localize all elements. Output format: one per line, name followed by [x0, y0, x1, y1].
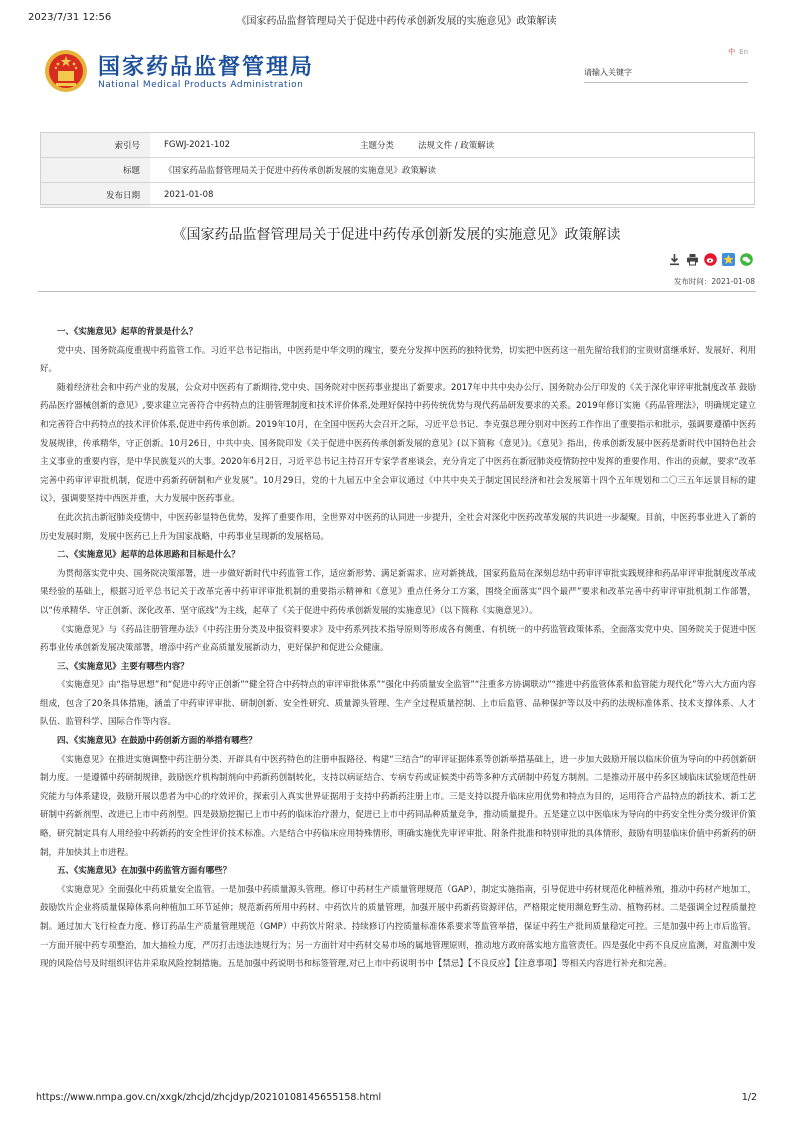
section-heading: 四、《实施意见》在鼓励中药创新方面的举措有哪些？ [57, 736, 257, 747]
page-url: https://www.nmpa.gov.cn/xxgk/zhcjd/zhcjdyp/20210108145655158.html [36, 1092, 382, 1103]
section-heading: 二、《实施意见》起草的总体思路和目标是什么？ [57, 550, 240, 561]
qzone-share-icon[interactable] [722, 253, 735, 266]
paragraph: 党中央、国务院高度重视中药监管工作。习近平总书记指出，中医药是中华文明的瑰宝，要充分发挥中医药的独特优势，切实把中医药这一祖先留给我们的宝贵财富继承好、发展好、利用好。 [40, 345, 756, 375]
section-heading: 三、《实施意见》主要有哪些内容？ [57, 661, 189, 672]
category-label: 主题分类 [334, 133, 404, 158]
site-name-cn[interactable]: 国家药品监督管理局 [98, 55, 315, 80]
print-page-title: 《国家药品监督管理局关于促进中药传承创新发展的实施意见》政策解读 [236, 16, 557, 27]
article-title: 《国家药品监督管理局关于促进中药传承创新发展的实施意见》政策解读 [172, 227, 621, 243]
category-value: 法规文件 / 政策解读 [404, 133, 755, 158]
lang-en-link[interactable]: En [739, 48, 748, 56]
wechat-share-icon[interactable] [740, 253, 753, 266]
table-row [40, 158, 755, 183]
print-icon[interactable] [686, 253, 699, 266]
table-row [40, 183, 755, 208]
date-label: 发布日期 [40, 183, 150, 208]
article-body [40, 323, 756, 974]
national-emblem-icon[interactable] [44, 49, 88, 93]
title-value: 《国家药品监督管理局关于促进中药传承创新发展的实施意见》政策解读 [150, 158, 755, 183]
index-value: FGWJ-2021-102 [150, 133, 334, 158]
paragraph: 在此次抗击新冠肺炎疫情中，中医药彰显特色优势，发挥了重要作用，全世界对中医药的认同进一步提升，全社会对深化中医药改革发展的共识进一步凝聚。目前，中医药事业进入了新的历史发展时期，发展中医药已上升为国家战略，中药事业呈现新的发展格局。 [40, 512, 756, 542]
index-label: 索引号 [40, 133, 150, 158]
paragraph: 《实施意见》全面强化中药质量安全监管。一是加强中药质量源头管理。修订中药材生产质量管理规范（GAP），制定实施指南，引导促进中药材规范化种植养殖，推动中药材产地加工，鼓励饮片企业将质量保障体系向种植加工环节延伸；规范新药所用中药材、中药饮片的质量管理，加强开展中药新药资源评估，严格限定使用濒危野生动、植物药材。二是强调全过程质量控制。通过加大飞行检查力度、修订药品生产质量管理规范（GMP）中药饮片附录、持续修订内控质量标准体系要求等监管举措，保证中药生产批间质量稳定可控。三是加强中药上市后监管。一方面开展中药专项整治，加大抽检力度，严厉打击违法违规行为；另一方面针对中药材交易市场的属地管理原则，推动地方政府落实地方监管责任。四是强化中药不良反应监测，对监测中发现的风险信号及时组织评估并采取风险控制措施。五是加强中药说明书和标签管理,对已上市中药说明书中【禁忌】【不良反应】【注意事项】等相关内容进行补充和完善。 [40, 884, 756, 970]
article-tools [668, 252, 753, 266]
page-number: 1/2 [741, 1092, 757, 1103]
divider [38, 291, 756, 292]
metadata-table [40, 132, 755, 208]
publish-time: 发布时间：2021-01-08 [673, 277, 755, 286]
lang-cn-link[interactable]: 中 [728, 48, 736, 56]
paragraph: 《实施意见》在推进实施调整中药注册分类、开辟具有中医药特色的注册申报路径、构建“三结合”的审评证据体系等创新举措基础上，进一步加大鼓励开展以临床价值为导向的中药创新研制力度。一是遵循中药研制规律，鼓励医疗机构制剂向中药新药创制转化，支持以病证结合、专病专药或证候类中药等多种方式研制中药复方制剂。二是推动开展中药多区域临床试验规范性研究能力与体系建设，鼓励开展以患者为中心的疗效评价，探索引入真实世界证据用于支持中药新药注册上市。三是支持以提升临床应用优势和特点为目的，运用符合产品特点的新技术、新工艺研制中药新剂型、改进已上市中药剂型。四是鼓励挖掘已上市中药的临床治疗潜力，促进已上市中药同品种质量竞争，推动质量提升。五是建立以中医临床为导向的中药安全性分类分级评价策略，研究制定具有人用经验中药新药的安全性评价技术标准。六是结合中药临床应用特殊情形，明确实施优先审评审批、附条件批准和特别审批的具体情形，鼓励有明显临床价值中药新药的研制，并加快其上市进程。 [40, 754, 756, 858]
site-name-en: National Medical Products Administration [98, 80, 304, 90]
print-header [0, 0, 793, 40]
weibo-share-icon[interactable] [704, 253, 717, 266]
section-heading: 一、《实施意见》起草的背景是什么？ [57, 327, 198, 337]
site-header [38, 42, 756, 112]
table-row [40, 133, 755, 158]
paragraph: 随着经济社会和中药产业的发展，公众对中医药有了新期待,党中央、国务院对中医药事业提出了新要求。2017年中共中央办公厅、国务院办公厅印发的《关于深化审评审批制度改革 鼓励药品医疗器械创新的意见》,要求建立完善符合中药特点的注册管理制度和技术评价体系,处理好保持中药传统优势与现代药品研发要求的关系。2019年修订实施《药品管理法》，明确规定建立和完善符合中药特点的技术评价体系,促进中药传承创新。2019年10月，在全国中医药大会召开之际，习近平总书记、李克强总理分别对中医药工作作出了重要指示和批示，强调要遵循中医药发展规律，传承精华，守正创新。10月26日，中共中央、国务院印发《关于促进中医药传承创新发展的意见》(以下简称《意见》)。《意见》指出，传承创新发展中医药是新时代中国特色社会主义事业的重要内容，是中华民族复兴的大事。2020年6月2日，习近平总书记主持召开专家学者座谈会，充分肯定了中医药在新冠肺炎疫情防控中发挥的重要作用、作出的贡献，要求“改革完善中药审评审批机制，促进中药新药研制和产业发展”。10月29日，党的十九届五中全会审议通过《中共中央关于制定国民经济和社会发展第十四个五年规划和二〇三五年远景目标的建议》，强调要坚持中西医并重，大力发展中医药事业。 [40, 382, 756, 505]
print-datetime: 2023/7/31 12:56 [28, 12, 112, 23]
paragraph: 《实施意见》与《药品注册管理办法》《中药注册分类及申报资料要求》及中药系列技术指导原则等形成各有侧重、有机统一的中药监管政策体系，全面落实党中央、国务院关于促进中医药事业传承创新发展决策部署，增添中药产业高质量发展新动力，更好保护和促进公众健康。 [40, 624, 756, 654]
download-icon[interactable] [668, 253, 681, 266]
paragraph: 《实施意见》由“指导思想”和“促进中药守正创新”“健全符合中药特点的审评审批体系”“强化中药质量安全监管”“注重多方协调联动”“推进中药监管体系和监管能力现代化”等六大方面内容组成，包含了20条具体措施，涵盖了中药审评审批、研制创新、安全性研究、质量源头管理、生产全过程质量控制、上市后监管、品种保护等以及中药的法规标准体系、技术支撑体系、人才队伍、监管科学、国际合作等内容。 [40, 680, 756, 728]
search-input[interactable]: 请输入关键字 [584, 64, 748, 83]
language-switch [724, 47, 748, 57]
date-value: 2021-01-08 [150, 183, 755, 208]
title-label: 标题 [40, 158, 150, 183]
section-heading: 五、《实施意见》在加强中药监管方面有哪些？ [57, 866, 232, 877]
paragraph: 为贯彻落实党中央、国务院决策部署，进一步做好新时代中药监管工作，适应新形势、满足新需求、应对新挑战，国家药监局在深刻总结中药审评审批实践规律和药品审评审批制度改革成果经验的基础上，根据习近平总书记关于改革完善中药审评审批机制的重要指示精神和《意见》重点任务分工方案，围绕全面落实“四个最严”要求和改革完善中药审评审批机制工作部署，以“传承精华、守正创新、深化改革、坚守底线”为主线，起草了《关于促进中药传承创新发展的实施意见》（以下简称《实施意见》）。 [40, 568, 756, 616]
